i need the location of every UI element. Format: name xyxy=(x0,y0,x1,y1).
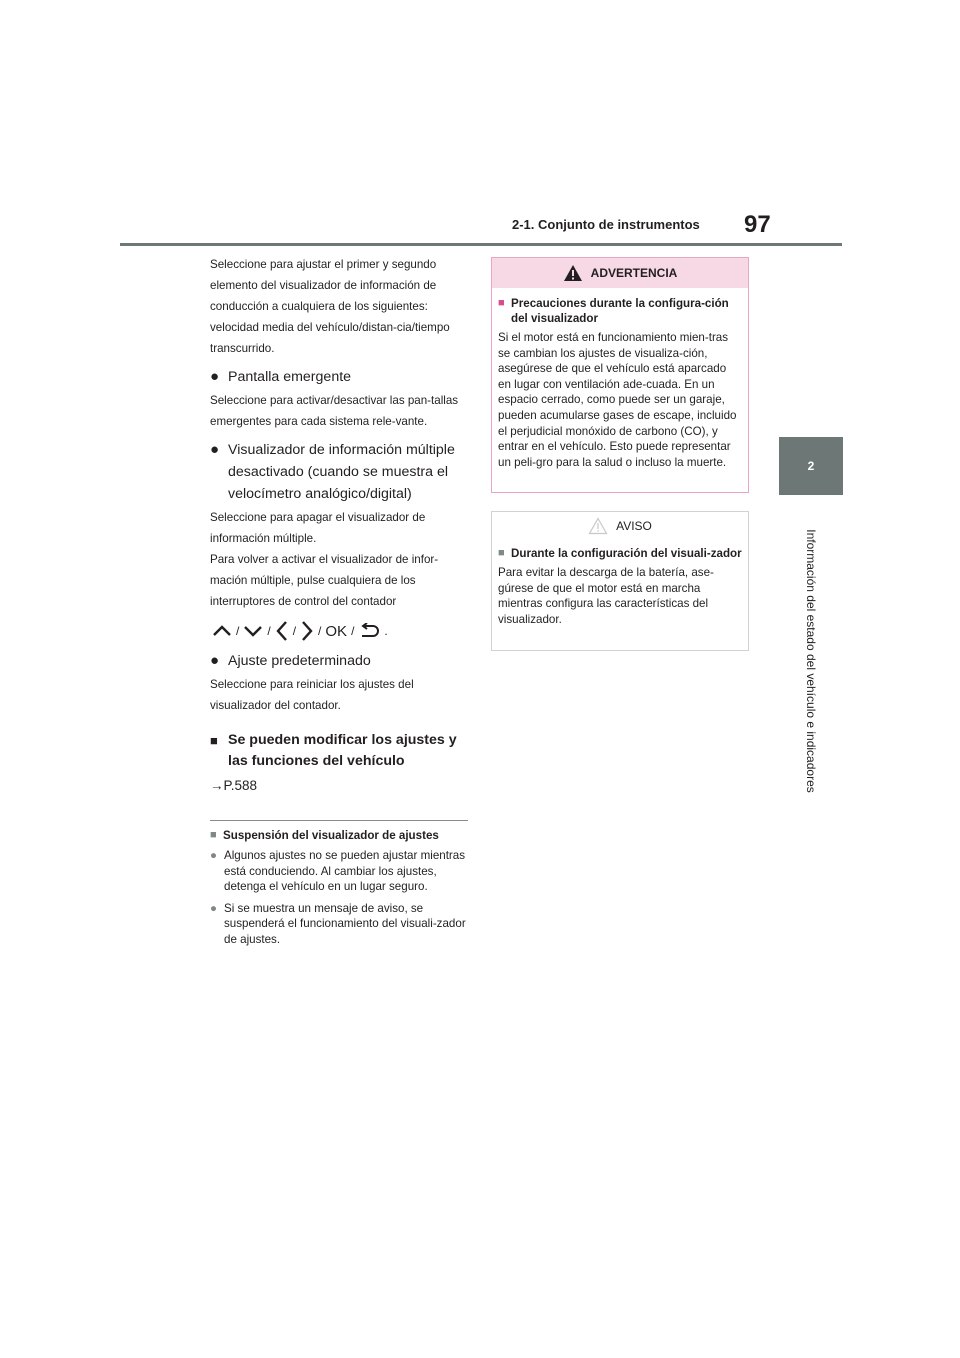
chapter-number: 2 xyxy=(807,459,815,473)
separator: / xyxy=(292,624,297,638)
list-item xyxy=(210,901,472,948)
chevron-right-icon xyxy=(300,620,314,642)
separator: / xyxy=(267,624,271,638)
left-column xyxy=(210,254,472,947)
default-text: Seleccione para reiniciar los ajustes del visualizador del contador. xyxy=(210,678,414,712)
multi-title: Visualizador de información múltiple desactivado (cuando se muestra el velocímetro analógico/digital) xyxy=(228,442,455,502)
intro-text: Seleccione para ajustar el primer y segundo elemento del visualizador de información de conducción a cualquiera de los siguientes: velocidad media del vehículo/distan-cia/tiempo transcurrido. xyxy=(210,258,450,355)
meter-control-switches xyxy=(212,620,472,642)
warning-box xyxy=(491,257,749,493)
caution-text: Para evitar la descarga de la batería, ase-gúrese de que el motor está en marcha mientras configura las características del visualizador. xyxy=(498,566,714,626)
separator: / xyxy=(351,624,355,638)
chapter-side-label xyxy=(779,496,843,826)
square-bullet-icon: ■ xyxy=(498,297,505,309)
caution-subheading xyxy=(498,546,742,561)
note-text: Si se muestra un mensaje de aviso, se suspenderá el funcionamiento del visuali-zador de ajustes. xyxy=(224,901,466,946)
chevron-up-icon xyxy=(212,624,232,638)
bullet-icon: ● xyxy=(210,368,220,385)
warning-label: ADVERTENCIA xyxy=(590,266,678,280)
caution-header xyxy=(492,512,748,540)
caution-triangle-icon xyxy=(588,517,608,535)
note-title: Suspensión del visualizador de ajustes xyxy=(223,829,439,842)
settings-section-title: Se pueden modificar los ajustes y las funciones del vehículo xyxy=(228,732,457,769)
chapter-title: Información del estado del vehículo e indicadores xyxy=(804,529,818,793)
end-period: . xyxy=(384,624,388,638)
default-title: Ajuste predeterminado xyxy=(228,653,371,669)
bullet-icon: ● xyxy=(210,849,218,862)
multi-text-1: Seleccione para apagar el visualizador de información múltiple. xyxy=(210,511,426,545)
popup-heading xyxy=(210,366,472,388)
warning-text: Si el motor está en funcionamiento mien-tras se cambian los ajustes de visualiza-ción, asegúrese de que el vehículo está aparcado en lugar con ventilación ade-cuada. En un espacio cerrado, como puede ser un garaje, pueden acumularse gases de escape, incluido el perjudicial monóxido de carbono (CO), y entrar en el vehículo. Esto puede representar un peli-gro para la salud o incluso la muerte. xyxy=(498,331,737,469)
bullet-icon: ● xyxy=(210,652,220,669)
settings-section-heading xyxy=(210,730,472,772)
multi-text-2: Para volver a activar el visualizador de infor-mación múltiple, pulse cualquiera de los interruptores de control del contador xyxy=(210,553,439,608)
caution-label: AVISO xyxy=(616,519,652,533)
warning-triangle-icon xyxy=(563,264,583,282)
separator: / xyxy=(236,624,240,638)
warning-subtitle: Precauciones durante la configura-ción del visualizador xyxy=(511,297,729,325)
list-item xyxy=(210,848,472,895)
back-arrow-icon xyxy=(358,623,380,639)
popup-text: Seleccione para activar/desactivar las pan-tallas emergentes para cada sistema rele-vante. xyxy=(210,394,459,428)
caution-subtitle: Durante la configuración del visuali-zador xyxy=(511,547,742,560)
default-heading xyxy=(210,650,472,672)
warning-subheading xyxy=(498,296,742,326)
square-bullet-icon: ■ xyxy=(210,733,218,748)
page-number: 97 xyxy=(744,211,771,238)
multi-heading xyxy=(210,439,472,505)
page-reference: →P.588 xyxy=(210,778,258,793)
warning-header xyxy=(492,258,748,288)
separator: / xyxy=(318,624,322,638)
note-divider xyxy=(210,820,468,821)
bullet-icon: ● xyxy=(210,441,220,458)
bullet-icon: ● xyxy=(210,901,218,915)
square-bullet-icon: ■ xyxy=(498,547,505,559)
square-bullet-icon: ■ xyxy=(210,829,217,841)
chevron-down-icon xyxy=(243,624,263,638)
chevron-left-icon xyxy=(275,620,289,642)
chapter-tab xyxy=(779,437,843,495)
ok-label: OK xyxy=(325,622,348,640)
section-title: 2-1. Conjunto de instrumentos xyxy=(512,217,700,232)
header-rule xyxy=(120,243,842,246)
caution-box xyxy=(491,511,749,651)
note-heading xyxy=(210,829,472,842)
popup-title: Pantalla emergente xyxy=(228,369,352,385)
note-text: Algunos ajustes no se pueden ajustar mientras está conduciendo. Al cambiar los ajustes, detenga el vehículo en un lugar seguro. xyxy=(224,849,466,893)
